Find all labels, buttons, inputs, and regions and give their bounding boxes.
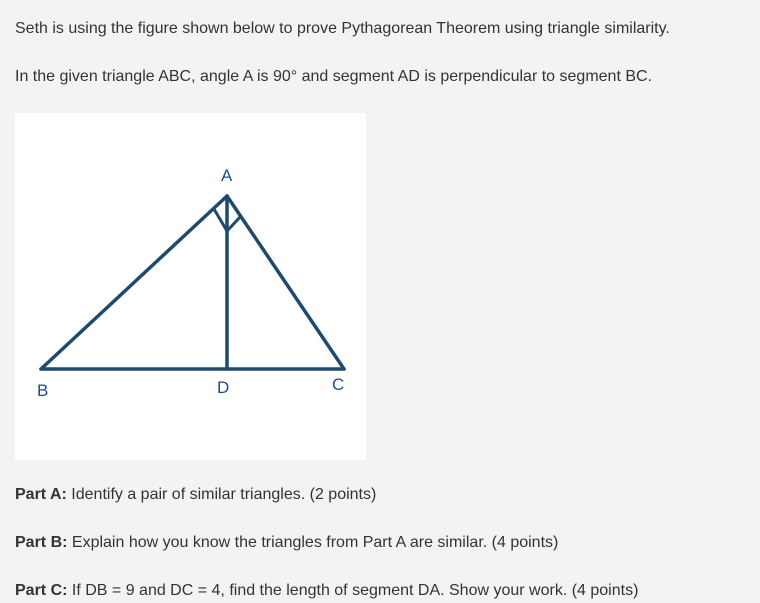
- given-text: In the given triangle ABC, angle A is 90° and segment AD is perpendicular to segment BC.: [15, 68, 652, 85]
- side-ab: [41, 196, 227, 369]
- part-a: [15, 485, 376, 505]
- label-d: D: [217, 378, 230, 397]
- part-c-label: Part C:: [15, 582, 68, 599]
- label-a: A: [221, 166, 233, 185]
- label-c: C: [332, 375, 345, 394]
- part-b: [15, 533, 558, 553]
- intro-text: Seth is using the figure shown below to prove Pythagorean Theorem using triangle similarity.: [15, 20, 670, 37]
- part-c-text: If DB = 9 and DC = 4, find the length of segment DA. Show your work. (4 points): [67, 582, 639, 599]
- part-a-label: Part A:: [15, 486, 67, 503]
- part-c: [15, 581, 638, 601]
- part-a-text: Identify a pair of similar triangles. (2 points): [66, 486, 377, 503]
- triangle-diagram: [15, 113, 366, 460]
- side-ac: [227, 196, 344, 369]
- triangle-figure: [15, 113, 366, 460]
- part-b-label: Part B:: [15, 534, 68, 551]
- part-b-text: Explain how you know the triangles from Part A are similar. (4 points): [67, 534, 559, 551]
- label-b: B: [37, 381, 49, 400]
